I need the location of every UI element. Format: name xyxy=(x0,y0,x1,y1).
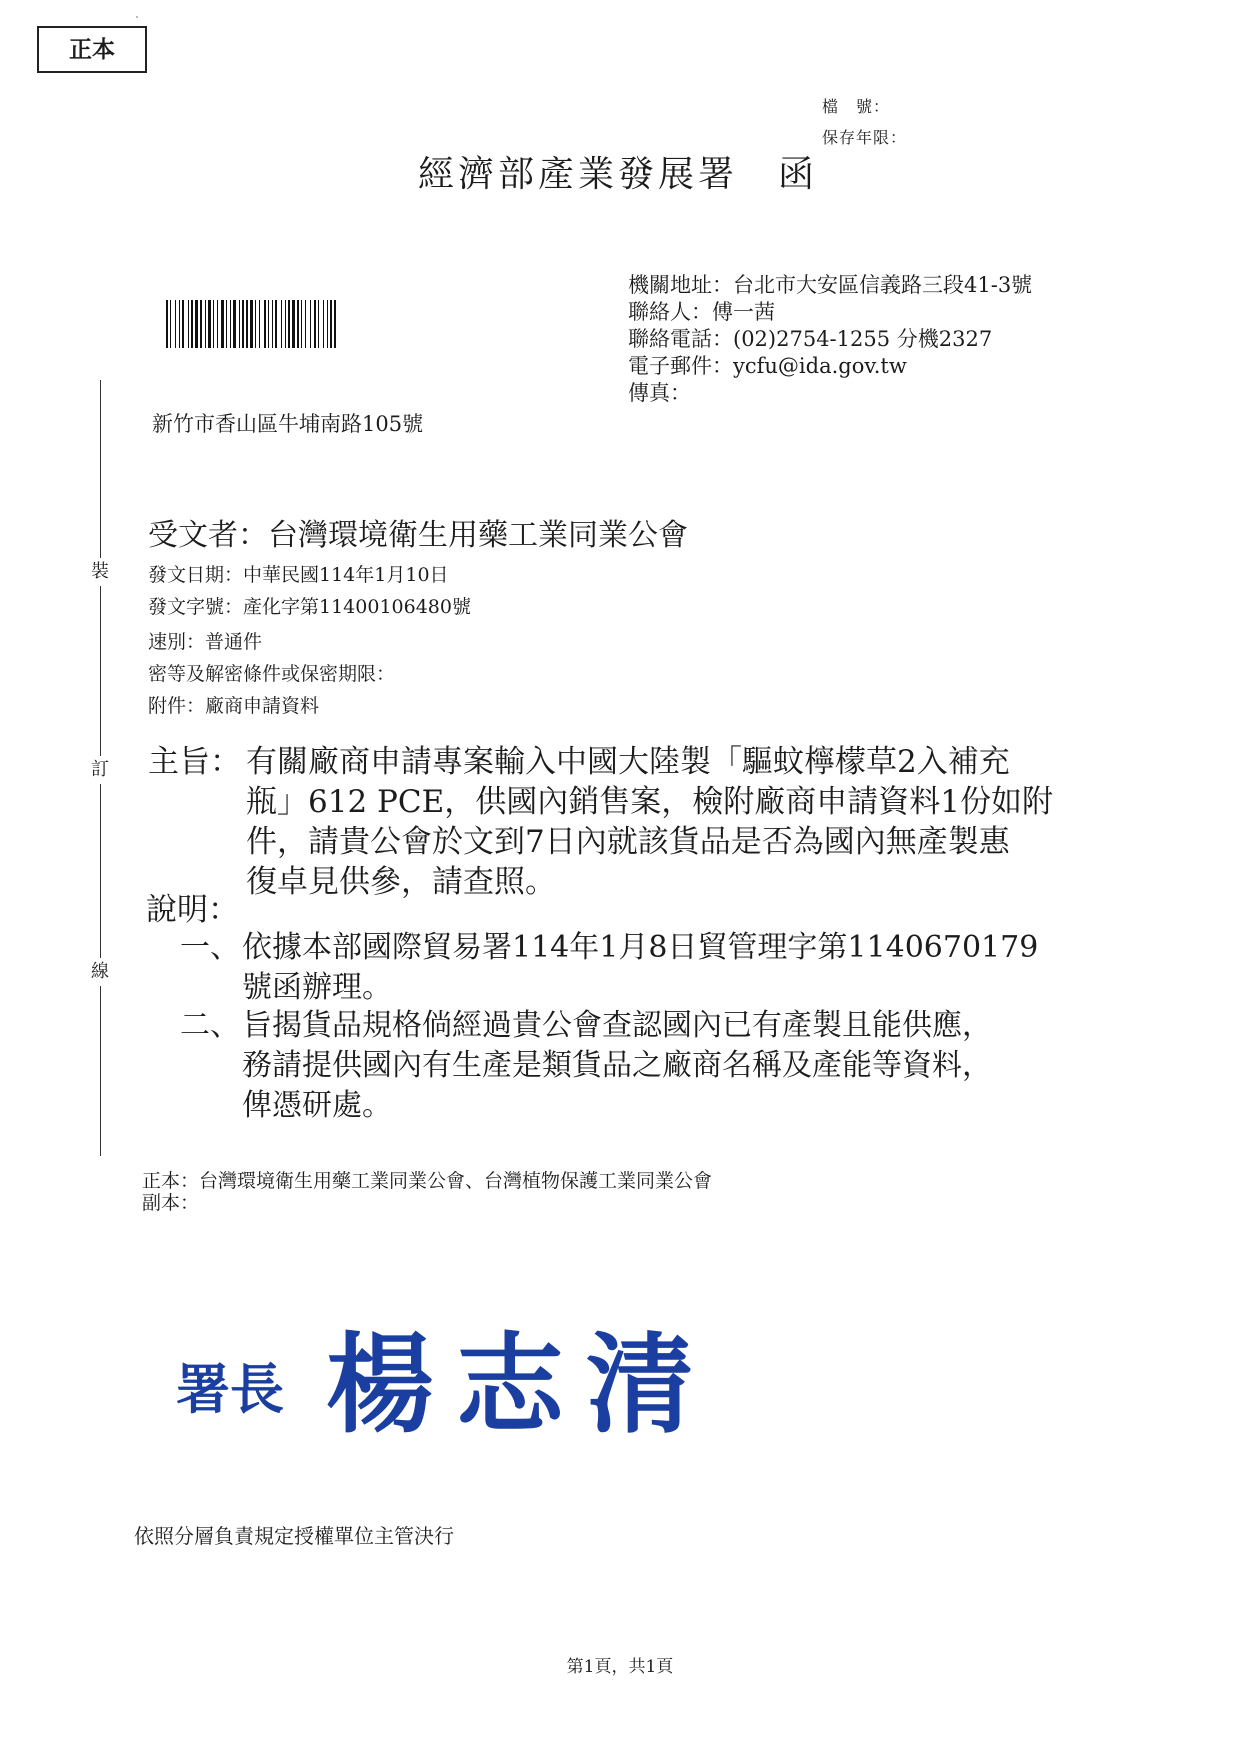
page-indicator: 第1頁，共1頁 xyxy=(566,1657,674,1677)
barcode-bar xyxy=(318,300,319,348)
barcode-bar xyxy=(288,300,290,348)
recipient-line: 受文者：台灣環境衛生用藥工業同業公會 xyxy=(148,518,688,553)
barcode-bar xyxy=(301,300,302,348)
barcode-bar xyxy=(233,300,236,348)
barcode-image xyxy=(166,300,432,348)
explanation-item-1 xyxy=(180,928,1100,1008)
barcode-bar xyxy=(281,300,282,348)
item-line: 俾憑研處。 xyxy=(242,1088,392,1123)
barcode-bar xyxy=(305,300,306,348)
document-title: 經濟部產業發展署 函 xyxy=(418,154,819,195)
barcode-bar xyxy=(310,300,311,348)
barcode-bar xyxy=(327,300,328,348)
barcode-bar xyxy=(268,300,269,348)
barcode-bar xyxy=(205,300,206,348)
security-level: 密等及解密條件或保密期限： xyxy=(148,663,396,685)
recipient-address: 新竹市香山區牛埔南路105號 xyxy=(152,412,424,436)
signature-title: 署長 xyxy=(176,1357,284,1421)
item-number: 一、 xyxy=(180,930,240,965)
attachment-line: 附件：廠商申請資料 xyxy=(148,695,320,717)
subject-line: 件，請貴公會於文到7日內就該貨品是否為國內無產製惠 xyxy=(246,824,1010,860)
barcode-bar xyxy=(221,300,224,348)
barcode-bar xyxy=(330,300,332,348)
item-line: 號函辦理。 xyxy=(242,970,392,1005)
barcode-bar xyxy=(285,300,286,348)
barcode-bar xyxy=(191,300,193,348)
scan-speck xyxy=(136,16,138,18)
retention-period-label: 保存年限： xyxy=(822,128,908,147)
barcode-bar xyxy=(195,300,198,348)
item-number: 二、 xyxy=(180,1008,240,1043)
explanation-item-2 xyxy=(180,1006,1100,1126)
file-number-label: 檔 號： xyxy=(822,97,891,116)
distribution-copy: 副本： xyxy=(142,1192,200,1214)
item-text xyxy=(242,1006,1100,1126)
distribution-original: 正本：台灣環境衛生用藥工業同業公會、台灣植物保護工業同業公會 xyxy=(142,1170,713,1192)
contact-fax: 傳真： xyxy=(628,381,691,405)
subject-section xyxy=(148,742,1098,902)
barcode-bar xyxy=(217,300,218,348)
explanation-label: 說明： xyxy=(146,892,239,928)
barcode-bar xyxy=(242,300,244,348)
barcode-bar xyxy=(246,300,248,348)
contact-person: 聯絡人：傅一茜 xyxy=(628,300,775,324)
barcode-bar xyxy=(166,300,168,348)
subject-text xyxy=(246,742,1098,902)
binding-mark-zhuang: 裝 xyxy=(88,558,112,586)
barcode-bar xyxy=(188,300,189,348)
barcode-bar xyxy=(200,300,202,348)
barcode-bar xyxy=(334,300,336,348)
subject-label: 主旨： xyxy=(148,744,241,780)
contact-phone: 聯絡電話：(02)2754-1255 分機2327 xyxy=(628,327,993,351)
director-signature-stamp xyxy=(176,1322,776,1442)
barcode-bar xyxy=(213,300,214,348)
item-line: 依據本部國際貿易署114年1月8日貿管理字第1140670179 xyxy=(242,930,1039,965)
barcode-bar xyxy=(226,300,227,348)
agency-address: 機關地址：台北市大安區信義路三段41-3號 xyxy=(628,273,1033,297)
barcode-bar xyxy=(272,300,273,348)
barcode-bar xyxy=(179,300,180,348)
barcode-bar xyxy=(182,300,184,348)
item-line: 務請提供國內有生產是類貨品之廠商名稱及產能等資料， xyxy=(242,1048,992,1083)
barcode-bar xyxy=(297,300,299,348)
barcode-bar xyxy=(259,300,260,348)
barcode-bar xyxy=(175,300,176,348)
signature-name: 楊志清 xyxy=(326,1322,717,1442)
contact-email: 電子郵件：ycfu@ida.gov.tw xyxy=(628,354,907,378)
barcode-bar xyxy=(230,300,231,348)
subject-line: 復卓見供參，請查照。 xyxy=(246,864,556,900)
agency-contact-block xyxy=(628,272,1032,407)
subject-line: 有關廠商申請專案輸入中國大陸製「驅蚊檸檬草2入補充 xyxy=(246,744,1010,780)
barcode-bar xyxy=(255,300,256,348)
issue-date: 發文日期：中華民國114年1月10日 xyxy=(148,564,449,586)
barcode-bar xyxy=(239,300,240,348)
item-text xyxy=(242,928,1100,1008)
barcode-bar xyxy=(170,300,171,348)
item-line: 旨揭貨品規格倘經過貴公會查認國內已有產製且能供應， xyxy=(242,1008,992,1043)
document-number: 發文字號：產化字第11400106480號 xyxy=(148,596,471,618)
binding-mark-xian: 線 xyxy=(88,958,112,986)
delivery-speed: 速別：普通件 xyxy=(148,631,263,653)
binding-mark-ding: 訂 xyxy=(88,756,112,784)
barcode-bar xyxy=(208,300,211,348)
barcode-bar xyxy=(323,300,324,348)
barcode-bar xyxy=(250,300,253,348)
barcode-bar xyxy=(314,300,316,348)
subject-line: 瓶」612 PCE，供國內銷售案，檢附廠商申請資料1份如附 xyxy=(246,784,1053,820)
barcode-bar xyxy=(264,300,266,348)
authorization-note: 依照分層負責規定授權單位主管決行 xyxy=(134,1524,454,1548)
barcode-bar xyxy=(292,300,295,348)
barcode-bar xyxy=(275,300,277,348)
original-copy-stamp: 正本 xyxy=(37,26,147,73)
